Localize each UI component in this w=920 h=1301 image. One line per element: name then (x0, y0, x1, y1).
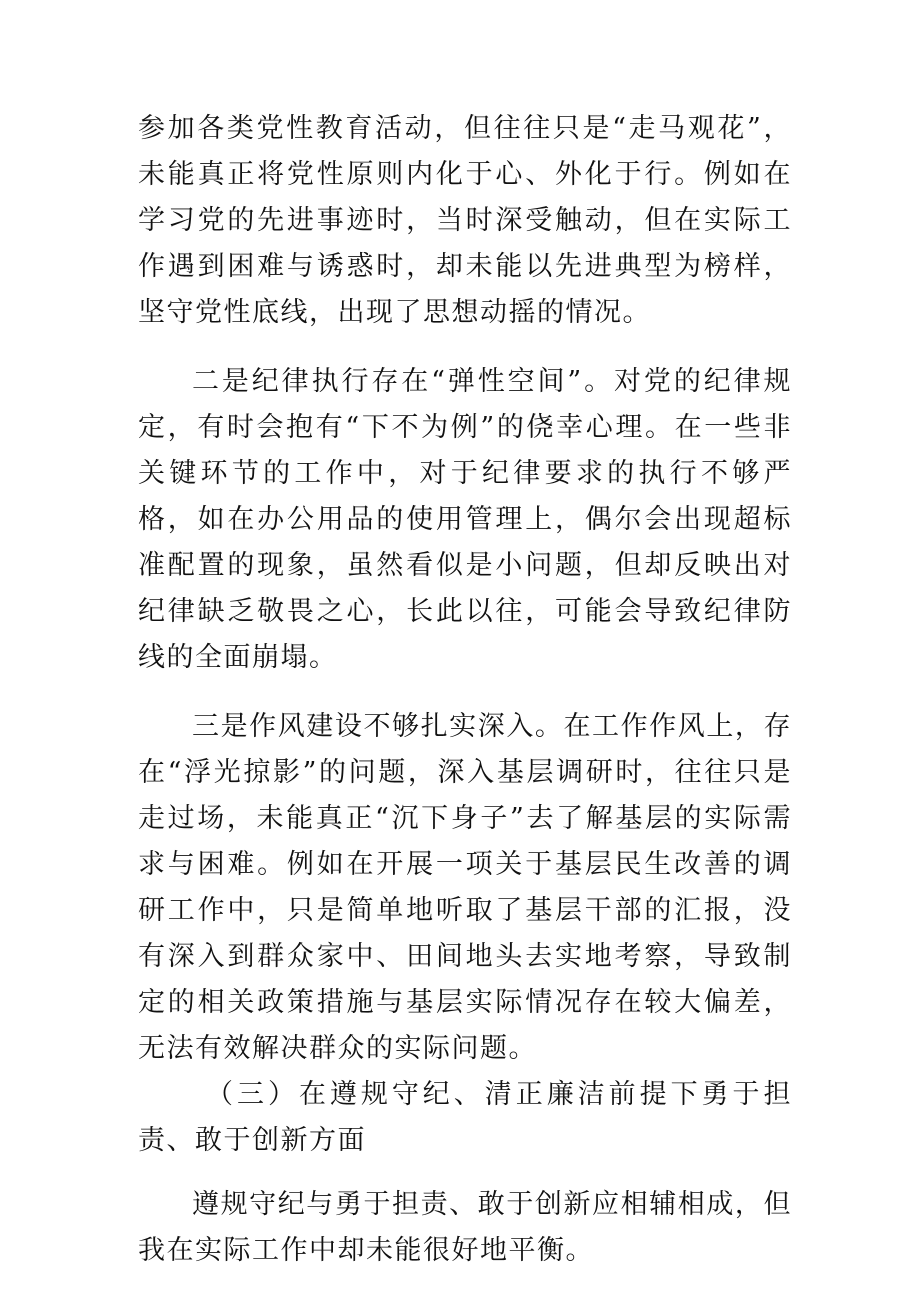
paragraph-discipline-flexibility: 二是纪律执行存在“弹性空间”。对党的纪律规定，有时会抱有“下不为例”的侥幸心理。在一些非关键环节的工作中，对于纪律要求的执行不够严格，如在办公用品的使用管理上，偶尔会出现超标准配置的现象，虽然看似是小问题，但却反映出对纪律缺乏敬畏之心，长此以往，可能会导致纪律防线的全面崩塌。 (138, 366, 792, 673)
paragraph-work-style: 三是作风建设不够扎实深入。在工作作风上，存在“浮光掠影”的问题，深入基层调研时，往往只是走过场，未能真正“沉下身子”去了解基层的实际需求与困难。例如在开展一项关于基层民生改善的调研工作中，只是简单地听取了基层干部的汇报，没有深入到群众家中、田间地头去实地考察，导致制定的相关政策措施与基层实际情况存在较大偏差，无法有效解决群众的实际问题。 (138, 711, 792, 1064)
section-heading-three: （三）在遵规守纪、清正廉洁前提下勇于担责、敢于创新方面 (138, 1079, 792, 1156)
paragraph-party-spirit-continued: 参加各类党性教育活动，但往往只是“走马观花”，未能真正将党性原则内化于心、外化于行。例如在学习党的先进事迹时，当时深受触动，但在实际工作遇到困难与诱惑时，却未能以先进典型为榜样，坚守党性底线，出现了思想动摇的情况。 (138, 113, 792, 328)
document-body (138, 106, 792, 1274)
paragraph-balance-innovation: 遵规守纪与勇于担责、敢于创新应相辅相成，但我在实际工作中却未能很好地平衡。 (138, 1189, 792, 1266)
